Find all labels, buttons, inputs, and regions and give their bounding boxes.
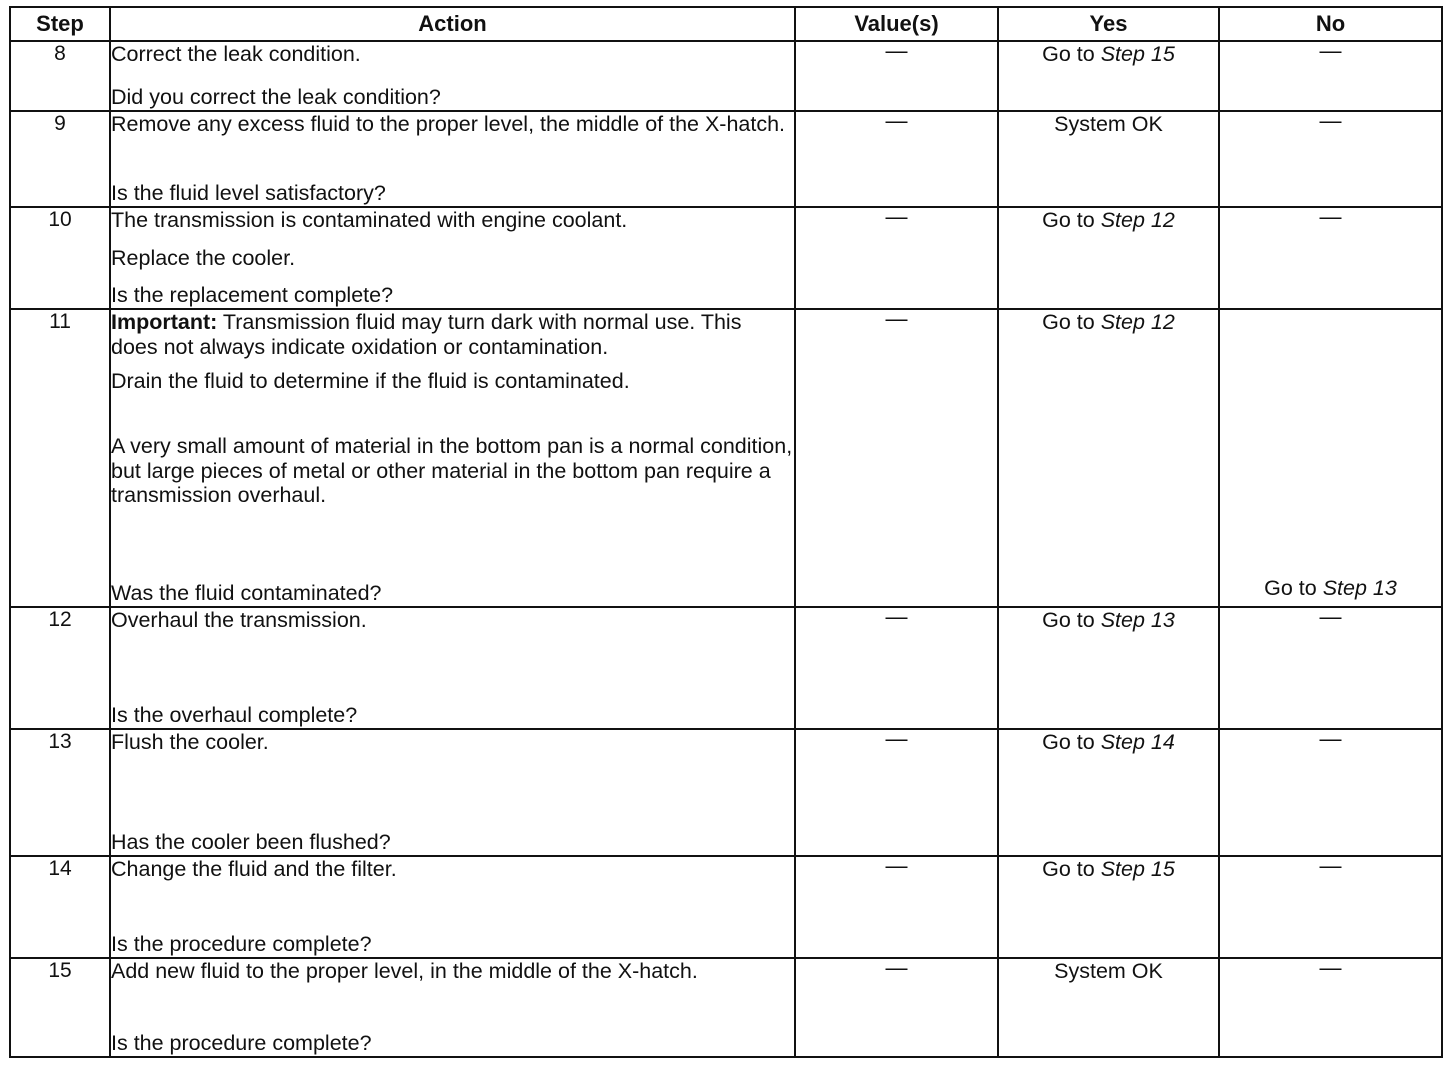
table-row-step-8: [10, 41, 1442, 111]
empty-dash: —: [1319, 726, 1342, 751]
yes-cell: [998, 607, 1219, 729]
table-row-step-10: [10, 207, 1442, 309]
no-cell: [1219, 726, 1442, 856]
yes-cell: [998, 309, 1219, 607]
action-question: Has the cooler been flushed?: [111, 830, 391, 854]
action-text: Overhaul the transmission.: [111, 608, 367, 632]
action-cell: [110, 207, 795, 309]
goto-step-link[interactable]: Step 15: [1100, 42, 1175, 66]
header-row: [10, 7, 1442, 41]
important-note: [111, 310, 794, 360]
goto-step-link[interactable]: Step 15: [1100, 857, 1175, 881]
yes-cell: [998, 111, 1219, 207]
goto-prefix: Go to: [1042, 857, 1095, 881]
empty-dash: —: [1319, 38, 1342, 63]
table-row-step-12: [10, 607, 1442, 729]
value-cell: [795, 306, 998, 607]
action-question: Is the overhaul complete?: [111, 703, 358, 727]
yes-cell: [998, 958, 1219, 1057]
system-ok-text: System OK: [1054, 959, 1163, 983]
goto-prefix: Go to: [1042, 42, 1095, 66]
empty-dash: —: [885, 604, 908, 629]
action-question: Is the procedure complete?: [111, 1031, 372, 1055]
empty-dash: —: [1319, 853, 1342, 878]
step-number: 13: [10, 729, 110, 856]
action-question: Is the fluid level satisfactory?: [111, 181, 386, 205]
empty-dash: —: [1319, 204, 1342, 229]
value-cell: [795, 38, 998, 111]
empty-dash: —: [885, 38, 908, 63]
action-text: Flush the cooler.: [111, 730, 269, 754]
yes-cell: [998, 207, 1219, 309]
action-text: Add new fluid to the proper level, in the middle of the X-hatch.: [111, 959, 698, 983]
step-number: 14: [10, 856, 110, 958]
action-cell: [110, 607, 795, 729]
goto-prefix: Go to: [1042, 608, 1095, 632]
action-question: Is the procedure complete?: [111, 932, 372, 956]
no-cell: [1219, 853, 1442, 958]
important-text: Transmission fluid may turn dark with normal use. This does not always indicate oxidation or contamination.: [111, 310, 742, 359]
empty-dash: —: [885, 955, 908, 980]
table-row-step-9: [10, 111, 1442, 207]
header-no: No: [1219, 7, 1442, 41]
action-text: Change the fluid and the filter.: [111, 857, 397, 881]
action-cell: [110, 958, 795, 1057]
empty-dash: —: [1319, 108, 1342, 133]
step-number: 10: [10, 207, 110, 309]
action-text: Remove any excess fluid to the proper level, the middle of the X-hatch.: [111, 112, 786, 136]
table-row-step-14: [10, 856, 1442, 958]
action-cell: [110, 309, 795, 607]
action-text: The transmission is contaminated with engine coolant.: [111, 208, 628, 232]
value-cell: [795, 853, 998, 958]
no-cell: [1219, 204, 1442, 309]
action-cell: [110, 41, 795, 111]
goto-step-link[interactable]: Step 13: [1100, 608, 1175, 632]
value-cell: [795, 204, 998, 309]
yes-cell: [998, 856, 1219, 958]
goto-step-link[interactable]: Step 12: [1100, 310, 1175, 334]
no-cell: [1219, 108, 1442, 207]
step-number: 9: [10, 111, 110, 207]
empty-dash: —: [885, 853, 908, 878]
goto-step-link[interactable]: Step 13: [1322, 576, 1397, 600]
system-ok-text: System OK: [1054, 112, 1163, 136]
important-label: Important:: [111, 310, 218, 334]
header-values: Value(s): [795, 7, 998, 41]
yes-cell: [998, 729, 1219, 856]
action-cell: [110, 111, 795, 207]
table-row-step-11: [10, 309, 1442, 607]
header-action: Action: [110, 7, 795, 41]
action-cell: [110, 856, 795, 958]
action-text: Drain the fluid to determine if the fluid is contaminated.: [111, 369, 630, 393]
step-number: 11: [10, 309, 110, 607]
goto-prefix: Go to: [1042, 730, 1095, 754]
action-question: Was the fluid contaminated?: [111, 581, 382, 605]
table-row-step-13: [10, 729, 1442, 856]
value-cell: [795, 955, 998, 1057]
goto-step-link[interactable]: Step 14: [1100, 730, 1175, 754]
no-cell: [1219, 309, 1442, 607]
header-yes: Yes: [998, 7, 1219, 41]
value-cell: [795, 108, 998, 207]
goto-step-link[interactable]: Step 12: [1100, 208, 1175, 232]
action-text: Replace the cooler.: [111, 245, 296, 270]
action-cell: [110, 729, 795, 856]
step-number: 15: [10, 958, 110, 1057]
goto-prefix: Go to: [1042, 208, 1095, 232]
no-cell: [1219, 38, 1442, 111]
goto-prefix: Go to: [1042, 310, 1095, 334]
empty-dash: —: [885, 726, 908, 751]
value-cell: [795, 604, 998, 729]
header-step: Step: [10, 7, 110, 41]
step-number: 12: [10, 607, 110, 729]
empty-dash: —: [885, 306, 908, 331]
action-question: Is the replacement complete?: [111, 283, 394, 307]
table-row-step-15: [10, 958, 1442, 1057]
empty-dash: —: [885, 204, 908, 229]
empty-dash: —: [1319, 955, 1342, 980]
step-number: 8: [10, 41, 110, 111]
goto-prefix: Go to: [1264, 576, 1317, 600]
no-cell: [1219, 604, 1442, 729]
empty-dash: —: [885, 108, 908, 133]
action-text: Correct the leak condition.: [111, 42, 361, 66]
action-text: A very small amount of material in the bottom pan is a normal condition, but large pieces of metal or other material in the bottom pan require a transmission overhaul.: [111, 434, 793, 507]
empty-dash: —: [1319, 604, 1342, 629]
no-cell: [1219, 955, 1442, 1057]
yes-cell: [998, 41, 1219, 111]
value-cell: [795, 726, 998, 856]
action-question: Did you correct the leak condition?: [111, 85, 441, 109]
diagnostic-table: [9, 6, 1443, 1058]
